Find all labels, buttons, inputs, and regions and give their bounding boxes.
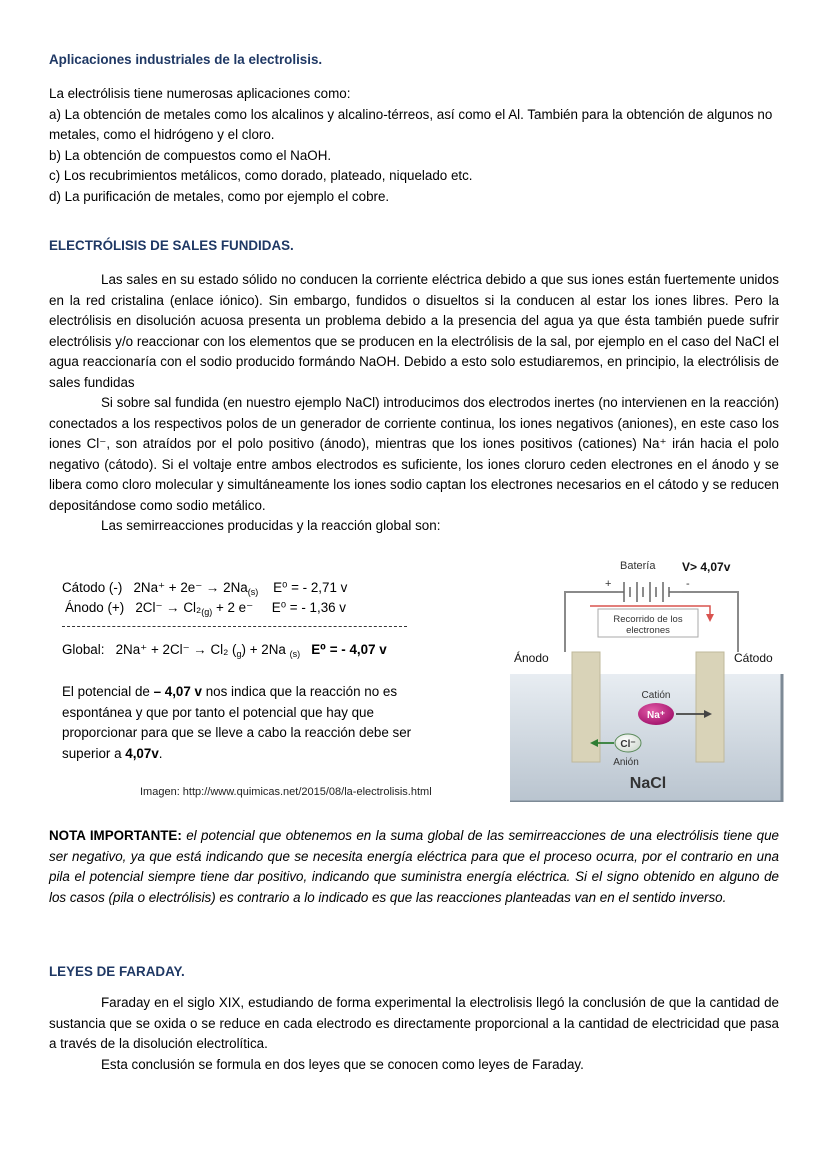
paragraph: Las sales en su estado sólido no conducen la corriente eléctrica debido a que sus iones están fuertemente unidos en la red cristalina (enlace iónico). Sin embargo, fundidos o disueltos si la conducen al estar los iones libres. Pero la electrólisis en disolución acuosa presenta un problema debido a la presencia del agua ya que ésta también puede sufrir electrólisis y/o reaccionar con los elementos que se producen en la electrólisis de la sal, por ejemplo en el caso del NaCl el agua reaccionaría con el sodio producido formándo NaOH. Debido a esto solo estudiaremos, en principio, la electrólisis de sales fundidas <box>49 272 779 390</box>
salt-label: NaCl <box>629 775 667 792</box>
list-item: c) Los recubrimientos metálicos, como dorado, plateado, niquelado etc. <box>49 168 473 183</box>
section-title-molten-salts: ELECTRÓLISIS DE SALES FUNDIDAS. <box>49 238 294 253</box>
applications-intro: La electrólisis tiene numerosas aplicaciones como: <box>49 86 351 101</box>
divider <box>62 626 407 627</box>
electron-path-label: electrones <box>626 625 670 636</box>
applications-list <box>49 84 779 207</box>
plus-sign: + <box>605 578 612 590</box>
potential-explanation: El potencial de – 4,07 v nos indica que la reacción no es espontánea y que por tanto el potencial que hay que proporcionar para que se lleve a cabo la reacción debe ser superior a 4,07v. <box>62 684 412 761</box>
section-title-applications: Aplicaciones industriales de la electrolisis. <box>49 52 323 67</box>
global-reaction: Global: 2Na⁺ + 2Cl⁻ → Cl₂ $(_g) + 2Na$ $_{(s)}$ E⁰ = - 4,07 v <box>62 642 387 659</box>
faraday-text <box>49 993 779 1075</box>
anion-symbol: Cl⁻ <box>620 739 636 750</box>
anode-reaction: Ánodo (+) $2Cl^- \to Cl_2_{(g)} + 2$ e⁻ E⁰ = - 1,36 v <box>65 600 346 617</box>
cation-symbol: Na⁺ <box>646 710 666 721</box>
cathode-label: Cátodo <box>734 651 773 665</box>
battery-label: Batería <box>620 560 656 572</box>
list-item: d) La purificación de metales, como por ejemplo el cobre. <box>49 188 390 204</box>
anode-label: Ánodo <box>514 651 549 665</box>
arrow-head-icon <box>706 614 714 622</box>
anion-label: Anión <box>613 757 639 768</box>
list-item: a) La obtención de metales como los alcalinos y alcalino-térreos, así como el Al. También para la obtención de algunos no metales, como el hidrógeno y el cloro. <box>49 106 773 142</box>
image-caption: Imagen: http://www.quimicas.net/2015/08/la-electrolisis.html <box>140 786 432 798</box>
paragraph: Las semirreacciones producidas y la reacción global son: <box>101 518 441 533</box>
voltage-label: V> 4,07v <box>682 560 731 574</box>
minus-sign: - <box>686 578 690 590</box>
paragraph: Si sobre sal fundida (en nuestro ejemplo NaCl) introducimos dos electrodos inertes (no intervienen en la reacción) conectados a los respectivos polos de un generador de corriente continua, los iones negativos (aniones), en este caso los iones Cl⁻, son atraídos por el polo positivo (ánodo), mientras que los iones positivos (cationes) Na⁺ irán hacia el polo negativo (cátodo). Si el voltaje entre ambos electrodos es suficiente, los iones cloruro ceden electrones en el ánodo y se libera como cloro molecular y simultáneamente los iones sodio captan los electrones necesarios en el cátodo y se reducen depositándose como sodio metálico. <box>49 395 779 513</box>
molten-salts-text <box>49 270 779 537</box>
electrolysis-diagram <box>510 552 795 802</box>
important-note: NOTA IMPORTANTE: el potencial que obtenemos en la suma global de las semirreacciones de una electrólisis tiene que ser negativo, ya que está indicando que se necesita energía eléctrica para que el proceso ocurra, por el contrario en una pila el potencial siempre tiene dar positivo, indicando que suministra energía eléctrica. Si el signo obtenido en alguno de los casos (pila o electrólisis) es contrario a lo indicado es que las reacciones planteadas van en el sentido inverso. <box>49 828 779 905</box>
section-title-faraday: LEYES DE FARADAY. <box>49 964 185 979</box>
paragraph: Esta conclusión se formula en dos leyes que se conocen como leyes de Faraday. <box>101 1056 584 1072</box>
list-item: b) La obtención de compuestos como el NaOH. <box>49 147 332 163</box>
paragraph: Faraday en el siglo XIX, estudiando de forma experimental la electrolisis llegó la conclusión de que la cantidad de sustancia que se oxida o se reduce en cada electrodo es directamente proporcional a la cantidad de electricidad que pasa a través de la disolución electrolítica. <box>49 995 779 1051</box>
electron-path-label: Recorrido de los <box>613 614 683 625</box>
cathode-reaction: Cátodo (-) $2Na^+ + 2e^- \to 2Na_{(s)}$ E⁰ = - 2,71 v <box>62 580 348 597</box>
cathode-electrode <box>696 652 724 762</box>
cation-label: Catión <box>641 690 671 701</box>
battery-icon <box>618 582 682 602</box>
